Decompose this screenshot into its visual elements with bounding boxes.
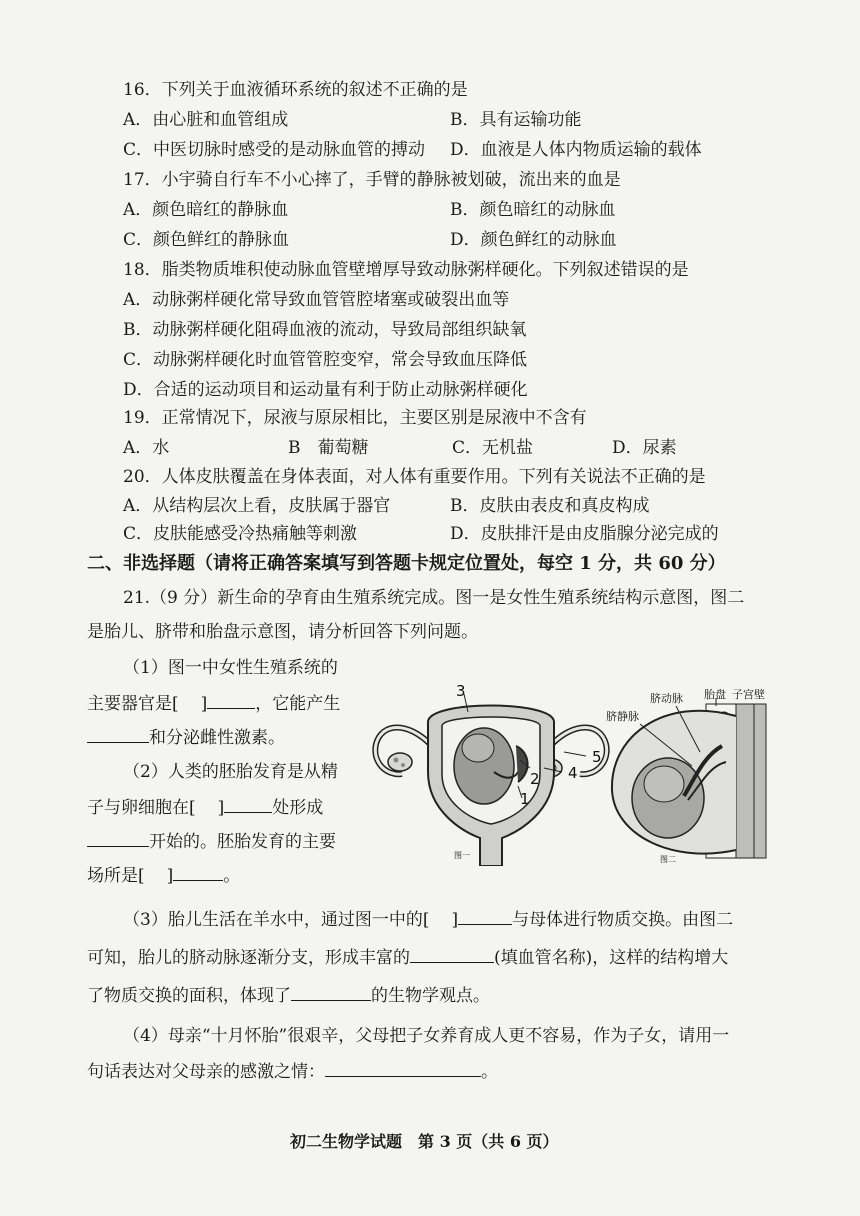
figure1-label-1: 1 [520,790,530,808]
q21-part4-text-b: 。 [481,1062,498,1082]
q18-stem: 18．脂类物质堆积使动脉血管壁增厚导致动脉粥样硬化。下列叙述错误的是 [123,260,689,280]
q21-part2-line1: （2）人类的胚胎发育是从精 [123,762,338,782]
q20-stem: 20．人体皮肤覆盖在身体表面，对人体有重要作用。下列有关说法不正确的是 [123,467,706,487]
q16-option-c: C．中医切脉时感受的是动脉血管的搏动 [123,140,426,160]
figure2-label-umbilical-artery: 脐动脉 [650,692,683,705]
q21-part3-line1 [123,906,733,932]
figure2-label-placenta: 胎盘 [704,688,726,701]
q21-part2-text-g: 。 [223,866,241,886]
q21-part4-line1: （4）母亲“十月怀胎”很艰辛，父母把子女养育成人更不容易，作为子女，请用一 [123,1026,730,1046]
q21-part1-line3 [87,724,285,750]
q21-part2-text-f: ] [166,866,174,886]
figure1-caption: 图一 [454,851,470,860]
q16-option-a: A．由心脏和血管组成 [123,110,289,130]
answer-blank[interactable] [87,828,149,847]
q21-part1-text-b: ] [200,694,208,714]
q17-stem: 17．小宇骑自行车不小心摔了，手臂的静脉被划破，流出来的血是 [123,170,621,190]
q19-option-d: D．尿素 [612,438,677,458]
figure1-label-4: 4 [568,764,578,782]
q21-part2-line4 [87,862,240,888]
q16-option-d: D．血液是人体内物质运输的载体 [450,140,702,160]
q17-option-a: A．颜色暗红的静脉血 [123,200,289,220]
figure1-label-5: 5 [592,748,602,766]
figure1-label-3: 3 [456,682,466,700]
q21-part1-text-c: ，它能产生 [255,694,341,714]
q21-part4-line2 [87,1058,498,1084]
q21-part2-text-e: 场所是[ [87,866,145,886]
q21-part3-text-c: 与母体进行物质交换。由图二 [512,910,734,930]
q21-part3-text-a: （3）胎儿生活在羊水中，通过图一中的[ [123,910,430,930]
q17-option-b: B．颜色暗红的动脉血 [450,200,616,220]
q20-option-c: C．皮肤能感受冷热痛触等刺激 [123,524,358,544]
q21-part1-text-d: 和分泌雌性激素。 [149,728,285,748]
figure1-female-reproductive-system [368,682,614,866]
q20-option-b: B．皮肤由表皮和真皮构成 [450,496,650,516]
answer-blank[interactable] [458,906,512,925]
q19-stem: 19．正常情况下，尿液与原尿相比，主要区别是尿液中不含有 [123,408,587,428]
q21-intro-line2: 是胎儿、脐带和胎盘示意图，请分析回答下列问题。 [87,622,478,642]
q21-part3-text-f: 了物质交换的面积，体现了 [87,986,291,1006]
q21-part2-text-b: ] [217,798,225,818]
q21-part1-line2 [87,690,340,716]
q21-part3-line3 [87,982,490,1008]
answer-blank[interactable] [325,1058,481,1077]
q20-option-d: D．皮肤排汗是由皮脂腺分泌完成的 [450,524,719,544]
q21-part3-text-b: ] [451,910,459,930]
q21-part3-line2 [87,944,728,970]
q21-part3-text-d: 可知，胎儿的脐动脉逐渐分支，形成丰富的 [87,948,410,968]
answer-blank[interactable] [207,690,255,709]
q16-option-b: B．具有运输功能 [450,110,582,130]
figure1-label-2: 2 [530,770,540,788]
answer-blank[interactable] [173,862,223,881]
q19-option-a: A．水 [123,438,170,458]
figure2-caption: 图二 [660,855,676,864]
q17-option-c: C．颜色鲜红的静脉血 [123,230,290,250]
q21-part2-text-d: 开始的。胚胎发育的主要 [149,832,336,852]
q21-part2-line2 [87,794,323,820]
q19-option-b: B 葡萄糖 [288,438,369,458]
q21-part2-text-a: 子与卵细胞在[ [87,798,196,818]
q21-part1-line1: （1）图一中女性生殖系统的 [123,658,338,678]
answer-blank[interactable] [410,944,494,963]
q17-option-d: D．颜色鲜红的动脉血 [450,230,617,250]
q21-part2-line3 [87,828,336,854]
section2-heading: 二、非选择题（请将正确答案填写到答题卡规定位置处，每空 1 分，共 60 分） [87,553,726,574]
q18-option-b: B．动脉粥样硬化阻碍血液的流动，导致局部组织缺氧 [123,320,527,340]
q21-part4-text-a: 句话表达对父母亲的感激之情： [87,1062,325,1082]
q19-option-c: C．无机盐 [452,438,534,458]
page-footer: 初二生物学试题 第 3 页（共 6 页） [290,1132,559,1151]
q20-option-a: A．从结构层次上看，皮肤属于器官 [123,496,391,516]
q21-part1-text-a: 主要器官是[ [87,694,179,714]
figure2-label-umbilical-vein: 脐静脉 [606,710,639,723]
answer-blank[interactable] [291,982,371,1001]
q18-option-c: C．动脉粥样硬化时血管管腔变窄，常会导致血压降低 [123,350,528,370]
figure2-fetus-placenta [604,686,780,866]
answer-blank[interactable] [87,724,149,743]
q21-part2-text-c: 处形成 [272,798,324,818]
q21-intro-line1: 21.（9 分）新生命的孕育由生殖系统完成。图一是女性生殖系统结构示意图，图二 [123,588,745,608]
figure2-label-uterine-wall: 子宫壁 [732,688,765,701]
q21-part3-text-g: 的生物学观点。 [371,986,490,1006]
q18-option-d: D．合适的运动项目和运动量有利于防止动脉粥样硬化 [123,380,528,400]
answer-blank[interactable] [224,794,272,813]
q16-stem: 16．下列关于血液循环系统的叙述不正确的是 [123,80,468,100]
q18-option-a: A．动脉粥样硬化常导致血管管腔堵塞或破裂出血等 [123,290,510,310]
q21-part3-text-e: (填血管名称)，这样的结构增大 [494,948,729,968]
